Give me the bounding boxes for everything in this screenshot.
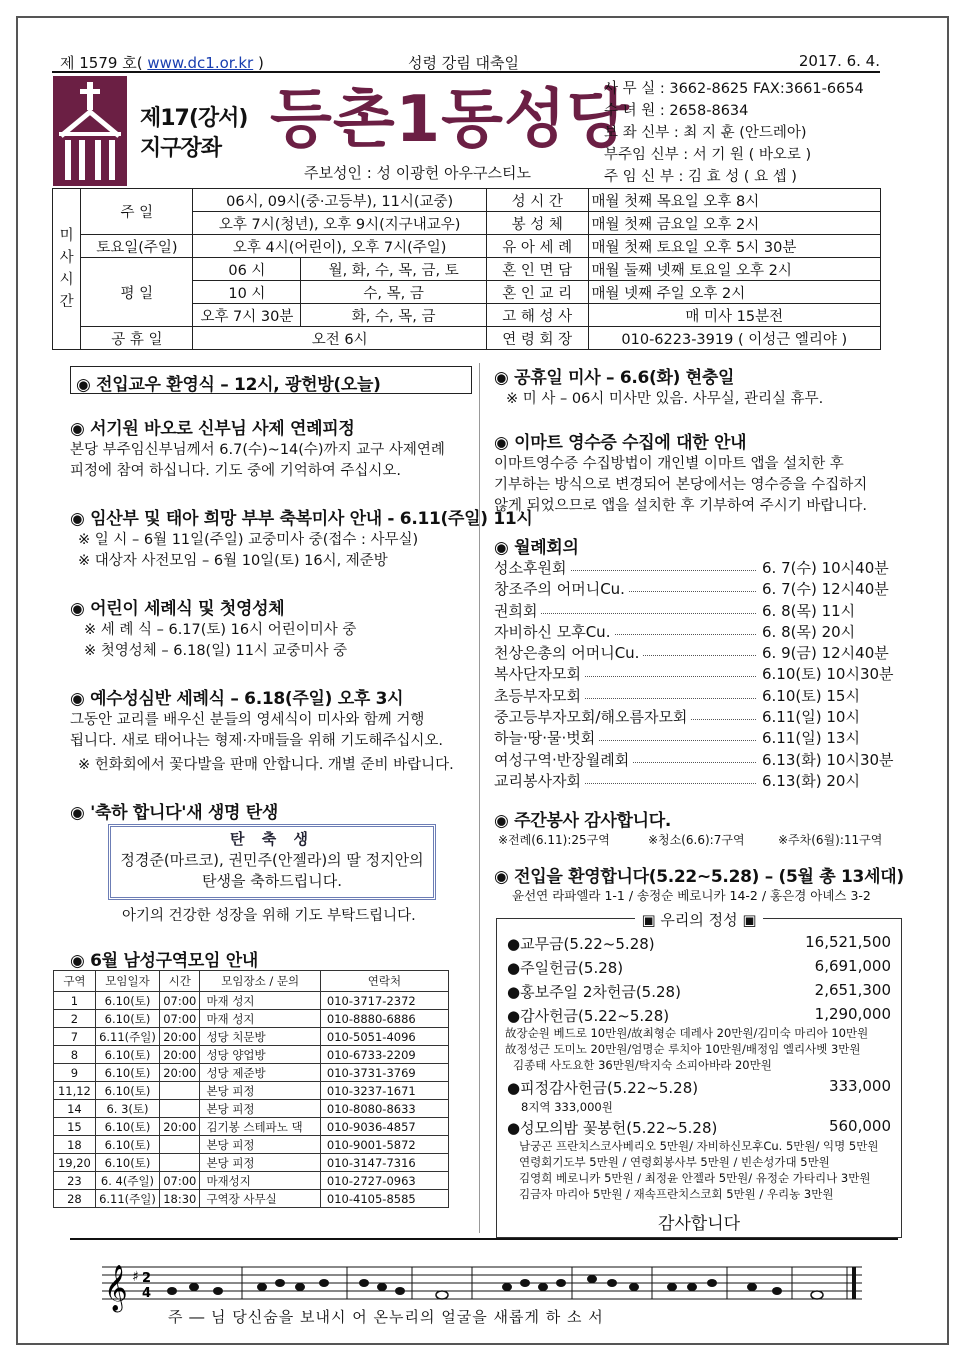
thanks-donors-2: 故정성근 도미노 20만원/엄명순 루치아 10만원/배정임 엘리사벳 3만원	[505, 1042, 861, 1056]
svg-text:2: 2	[142, 1271, 152, 1286]
heading-sacred-heart: ◉ 예수성심반 세례식 – 6.18(주일) 오후 3시	[70, 689, 404, 709]
group-cell: 18:30	[160, 1190, 200, 1208]
group-cell: 7	[54, 1028, 96, 1046]
weekday-days: 월, 화, 수, 목, 금, 토	[301, 258, 487, 281]
heading-holiday-mass: ◉ 공휴일 미사 – 6.6(화) 현충일	[494, 368, 735, 388]
group-cell: 07:00	[160, 1172, 200, 1190]
mass-schedule-table	[52, 188, 881, 350]
group-cell: 9	[54, 1064, 96, 1082]
group-cell: 6.10(토)	[95, 1136, 159, 1154]
mass-side-label: 미 사 시 간	[53, 189, 81, 350]
group-cell	[160, 1154, 200, 1172]
emart-text-1: 이마트영수증 수집방법이 개인별 이마트 앱을 설치한 후	[494, 456, 844, 472]
group-table-header: 구역	[54, 971, 96, 992]
offering-amount: 16,521,500	[805, 933, 891, 951]
list-item	[494, 558, 894, 579]
meeting-date: 6. 9(금) 12시40분	[762, 644, 889, 663]
group-cell	[160, 1100, 200, 1118]
offering-box	[496, 911, 902, 1238]
weekday-time: 오후 7시 30분	[193, 304, 301, 327]
list-item	[494, 579, 894, 600]
group-cell: 07:00	[160, 992, 200, 1010]
sunday-times-1: 06시, 09시(중·고등부), 11시(교중)	[193, 189, 486, 212]
offering-amount: 560,000	[828, 1117, 891, 1135]
thanks-donors-1: 故장순원 베드로 10만원/故최형순 데레사 20만원/김미숙 마리아 10만원	[505, 1026, 869, 1040]
service-time: 매월 첫째 토요일 오후 5시 30분	[588, 235, 880, 258]
new-members-text: 윤선연 라파엘라 1-1 / 송정순 베로니카 14-2 / 홍은경 아녜스 3-2	[512, 888, 871, 903]
group-cell: 15	[54, 1118, 96, 1136]
emart-text-3: 않게 되었으므로 앱을 설치한 후 기부하여 주시기 바랍니다.	[494, 498, 868, 514]
birth-line-2: 탄생을 축하드립니다.	[202, 872, 342, 890]
meeting-name: 중고등부자모회/해오름자모회	[494, 708, 691, 726]
saturday-times: 오후 4시(어린이), 오후 7시(주일)	[193, 235, 486, 258]
service-label: 혼 인 교 리	[486, 281, 588, 304]
group-cell: 6.10(토)	[95, 1154, 159, 1172]
offering-amount: 333,000	[828, 1077, 891, 1095]
service-label: 성 시 간	[486, 189, 588, 212]
group-cell: 010-4105-8585	[320, 1190, 448, 1208]
office-phone: 사 무 실 : 3662-8625 FAX:3661-6654	[604, 81, 864, 97]
group-cell: 20:00	[160, 1028, 200, 1046]
offering-amount: 1,290,000	[814, 1005, 891, 1023]
thanks-donors-3: 김종태 사도요한 36만원/탁지숙 소피아바라 20만원	[513, 1058, 772, 1072]
service-cleaning: ※청소(6.6):7구역	[648, 833, 745, 847]
table-row	[54, 992, 449, 1010]
meeting-name: 천상은총의 어머니Cu.	[494, 644, 643, 662]
heading-meetings: ◉ 월례회의	[494, 538, 579, 558]
group-cell: 6.11(주일)	[95, 1028, 159, 1046]
sunday-label: 주 일	[81, 189, 193, 235]
assistant-priest: 보 좌 신부 : 최 지 훈 (안드레아)	[604, 125, 807, 141]
table-row	[54, 1100, 449, 1118]
weekday-time: 06 시	[193, 258, 301, 281]
service-label: 고 해 성 사	[486, 304, 588, 327]
saturday-label: 토요일(주일)	[81, 235, 193, 258]
group-cell: 010-2727-0963	[320, 1172, 448, 1190]
svg-text:4: 4	[142, 1286, 152, 1301]
heading-baptism: ◉ 어린이 세례식 및 첫영성체	[70, 599, 285, 619]
service-label: 연 령 회 장	[486, 327, 588, 350]
flower-donors-4: 김금자 마리아 5만원 / 재속프란치스코회 5만원 / 우리농 3만원	[519, 1187, 834, 1201]
issue-date: 2017. 6. 4.	[798, 52, 880, 70]
list-item	[494, 771, 894, 792]
service-time: 매월 첫째 목요일 오후 8시	[588, 189, 880, 212]
website-link[interactable]: www.dc1.or.kr	[147, 54, 254, 72]
meeting-date: 6.13(화) 10시30분	[762, 750, 894, 769]
table-row	[54, 1154, 449, 1172]
flower-donors-1: 남궁곤 프란치스코사베리오 5만원/ 자비하신모후Cu. 5만원/ 익명 5만원	[519, 1139, 879, 1153]
table-row	[54, 1118, 449, 1136]
group-cell: 11,12	[54, 1082, 96, 1100]
meeting-name: 권희회	[494, 602, 541, 620]
issue-number: 제 1579 호( www.dc1.or.kr )	[60, 54, 264, 72]
church-name: 등촌1동성당	[270, 83, 630, 157]
district-title: 제17(강서) 지구장좌	[140, 106, 248, 161]
bottom-rule	[70, 1238, 898, 1240]
meeting-name: 복사단자모회	[494, 665, 585, 683]
list-item	[494, 707, 894, 728]
group-cell: 010-3731-3769	[320, 1064, 448, 1082]
group-cell: 8	[54, 1046, 96, 1064]
offering-title: ▣ 우리의 정성 ▣	[497, 909, 901, 930]
retreat-text-2: 피정에 참여 하십니다. 기도 중에 기억하여 주십시오.	[70, 463, 402, 479]
group-table-header: 모임일자	[95, 971, 159, 992]
meeting-date: 6. 7(수) 12시40분	[762, 580, 889, 599]
service-time: 010-6223-3919 ( 이성근 엘리야 )	[588, 327, 880, 350]
bulletin-page	[16, 16, 949, 1345]
group-cell: 07:00	[160, 1010, 200, 1028]
offering-item: ●감사헌금(5.22~5.28) 1,290,000	[507, 1005, 891, 1025]
group-cell: 6.10(토)	[95, 1010, 159, 1028]
service-time: 매월 둘째 넷째 토요일 오후 2시	[588, 258, 880, 281]
group-cell: 20:00	[160, 1064, 200, 1082]
flower-donors-3: 김영희 베로니카 5만원 / 최정윤 안젤라 5만원/ 유정순 가타리나 3만원	[519, 1171, 871, 1185]
group-cell: 010-9001-5872	[320, 1136, 448, 1154]
baptism-text-2: ※ 첫영성체 – 6.18(일) 11시 교중미사 중	[84, 643, 348, 659]
weekday-days: 수, 목, 금	[301, 281, 487, 304]
service-time: 매 미사 15분전	[588, 304, 880, 327]
group-cell: 6. 4(주일)	[95, 1172, 159, 1190]
table-row	[54, 1028, 449, 1046]
heading-weekly-service: ◉ 주간봉사 감사합니다.	[494, 811, 672, 831]
meetings-list	[494, 558, 894, 792]
meeting-name: 초등부자모회	[494, 687, 585, 705]
group-cell: 6.10(토)	[95, 1046, 159, 1064]
heading-emart: ◉ 이마트 영수증 수집에 대한 안내	[494, 433, 747, 453]
group-cell: 마재성지	[200, 1172, 320, 1190]
group-cell: 20:00	[160, 1046, 200, 1064]
baptism-text-1: ※ 세 례 식 – 6.17(토) 16시 어린이미사 중	[84, 622, 357, 638]
group-cell: 010-5051-4096	[320, 1028, 448, 1046]
retreat-text-1: 본당 부주임신부님께서 6.7(수)~14(수)까지 교구 사제연례	[70, 442, 445, 458]
weekday-days: 화, 수, 목, 금	[301, 304, 487, 327]
meeting-name: 창조주의 어머니Cu.	[494, 580, 629, 598]
group-cell: 14	[54, 1100, 96, 1118]
group-cell: 본당 피정	[200, 1136, 320, 1154]
convent-phone: 수 녀 원 : 2658-8634	[604, 103, 749, 119]
group-cell: 김기봉 스테파노 댁	[200, 1118, 320, 1136]
list-item	[494, 601, 894, 622]
group-cell: 성당 치문방	[200, 1028, 320, 1046]
heading-new-members: ◉ 전입을 환영합니다(5.22~5.28) – (5월 총 13세대)	[494, 867, 904, 887]
sacred-heart-text-2: 됩니다. 새로 태어나는 형제·자매들을 위해 기도해주십시오.	[70, 733, 444, 749]
associate-priest: 부주임 신부 : 서 기 원 ( 바오로 )	[604, 147, 812, 163]
meeting-date: 6.10(토) 15시	[762, 686, 860, 705]
sunday-times-2: 오후 7시(청년), 오후 9시(지구내교우)	[193, 212, 486, 235]
group-cell: 010-3717-2372	[320, 992, 448, 1010]
meeting-name: 여성구역·반장월례회	[494, 751, 633, 769]
group-cell: 본당 피정	[200, 1154, 320, 1172]
group-cell	[160, 1136, 200, 1154]
meeting-name: 교리봉사자회	[494, 772, 585, 790]
blessing-text-1: ※ 일 시 – 6월 11일(주일) 교중미사 중(접수 : 사무실)	[78, 532, 419, 548]
svg-text:𝄞: 𝄞	[104, 1265, 128, 1311]
table-row	[54, 1010, 449, 1028]
table-row	[54, 1190, 449, 1208]
meeting-date: 6.11(일) 13시	[762, 729, 860, 748]
heading-retreat: ◉ 서기원 바오로 신부님 사제 연례피정	[70, 419, 355, 439]
heading-men-groups: ◉ 6월 남성구역모임 안내	[70, 951, 259, 971]
sacred-heart-text-3: ※ 헌화회에서 꽃다발을 판매 안합니다. 개별 준비 바랍니다.	[78, 757, 454, 773]
group-cell: 6.10(토)	[95, 1082, 159, 1100]
weekday-time: 10 시	[193, 281, 301, 304]
service-parking: ※주차(6월):11구역	[778, 833, 883, 847]
group-cell: 6. 3(토)	[95, 1100, 159, 1118]
service-label: 유 아 세 례	[486, 235, 588, 258]
meeting-date: 6.10(토) 10시30분	[762, 665, 894, 684]
group-cell: 20:00	[160, 1118, 200, 1136]
table-row	[54, 1064, 449, 1082]
group-cell: 010-8080-8633	[320, 1100, 448, 1118]
table-row	[54, 1082, 449, 1100]
contact-info	[604, 78, 864, 188]
birth-line-1: 정경준(마르코), 권민주(안젤라)의 딸 정지안의	[120, 851, 424, 869]
meeting-date: 6. 7(수) 10시40분	[762, 559, 889, 577]
emart-text-2: 기부하는 방식으로 변경되어 본당에서는 영수증을 수집하지	[494, 477, 868, 493]
patron-saint: 주보성인 : 성 이광헌 아우구스티노	[304, 164, 531, 182]
closing-thanks: 감사합니다	[657, 1214, 741, 1234]
group-cell	[160, 1082, 200, 1100]
group-cell: 마재 성지	[200, 992, 320, 1010]
service-time: 매월 첫째 금요일 오후 2시	[588, 212, 880, 235]
men-groups-table	[53, 970, 449, 1208]
list-item	[494, 622, 894, 643]
group-cell: 1	[54, 992, 96, 1010]
group-cell: 본당 피정	[200, 1082, 320, 1100]
service-label: 봉 성 체	[486, 212, 588, 235]
group-table-header: 연락처	[320, 971, 448, 992]
church-logo	[53, 76, 127, 186]
group-cell: 구역장 사무실	[200, 1190, 320, 1208]
pastor: 주 임 신 부 : 김 효 성 ( 요 셉 )	[604, 169, 797, 185]
group-cell: 010-8880-6886	[320, 1010, 448, 1028]
retreat-donors: 8지역 333,000원	[521, 1100, 613, 1114]
meeting-date: 6.11(일) 10시	[762, 708, 860, 727]
birth-title: 탄 축 생	[230, 830, 314, 848]
group-cell: 마재 성지	[200, 1010, 320, 1028]
sacred-heart-text-1: 그동안 교리를 배우신 분들의 영세식이 미사와 함께 거행	[70, 712, 425, 728]
meeting-date: 6. 8(목) 20시	[762, 622, 856, 641]
flower-donors-2: 연령회기도부 5만원 / 연령회봉사부 5만원 / 빈손성가대 5만원	[519, 1155, 830, 1169]
group-table-header: 시간	[160, 971, 200, 992]
group-cell: 010-6733-2209	[320, 1046, 448, 1064]
list-item	[494, 686, 894, 707]
meeting-date: 6.13(화) 20시	[762, 771, 860, 790]
list-item	[494, 750, 894, 771]
group-cell: 6.11(주일)	[95, 1190, 159, 1208]
meeting-name: 하늘·땅·물·벗회	[494, 729, 599, 747]
feast-title: 성령 강림 대축일	[408, 54, 519, 72]
group-cell: 28	[54, 1190, 96, 1208]
svg-text:♯: ♯	[132, 1269, 139, 1285]
service-label: 혼 인 면 담	[486, 258, 588, 281]
offering-item: ●교무금(5.22~5.28) 16,521,500	[507, 933, 891, 953]
holiday-mass-text: ※ 미 사 – 06시 미사만 있음. 사무실, 관리실 휴무.	[506, 391, 824, 407]
offering-item: ●홍보주일 2차헌금(5.28) 2,651,300	[507, 981, 891, 1001]
group-cell: 본당 피정	[200, 1100, 320, 1118]
group-cell: 성당 제준방	[200, 1064, 320, 1082]
table-row	[54, 1136, 449, 1154]
meeting-name: 성소후원회	[494, 559, 570, 577]
offering-item: ●주일헌금(5.28) 6,691,000	[507, 957, 891, 977]
group-cell: 010-3147-7316	[320, 1154, 448, 1172]
table-row	[54, 1172, 449, 1190]
group-cell: 18	[54, 1136, 96, 1154]
heading-blessing-mass: ◉ 임산부 및 태아 희망 부부 축복미사 안내 - 6.11(주일) 11시	[70, 509, 533, 529]
list-item	[494, 664, 894, 685]
group-cell: 2	[54, 1010, 96, 1028]
heading-welcome: ◉ 전입교우 환영식 – 12시, 광헌방(오늘)	[76, 375, 381, 395]
service-time: 매월 넷째 주일 오후 2시	[588, 281, 880, 304]
meeting-name: 자비하신 모후Cu.	[494, 623, 614, 641]
group-table-header: 모임장소 / 문의	[200, 971, 320, 992]
offering-item: ●피정감사헌금(5.22~5.28) 333,000	[507, 1077, 891, 1097]
column-divider	[479, 363, 480, 1233]
holiday-time: 오전 6시	[193, 327, 486, 350]
offering-item: ●성모의밤 꽃봉헌(5.22~5.28) 560,000	[507, 1117, 891, 1137]
service-liturgy: ※전례(6.11):25구역	[498, 833, 610, 847]
list-item	[494, 643, 894, 664]
group-cell: 010-9036-4857	[320, 1118, 448, 1136]
holiday-label: 공 휴 일	[81, 327, 193, 350]
meeting-date: 6. 8(목) 11시	[762, 601, 856, 620]
birth-announcement	[108, 824, 436, 900]
top-rule	[52, 71, 880, 73]
offering-amount: 6,691,000	[814, 957, 891, 975]
birth-line-3: 아기의 건강한 성장을 위해 기도 부탁드립니다.	[122, 908, 416, 924]
group-cell: 6.10(토)	[95, 1064, 159, 1082]
heading-new-life: ◉ '축하 합니다'새 생명 탄생	[70, 803, 279, 823]
group-cell: 성당 양업방	[200, 1046, 320, 1064]
group-cell: 6.10(토)	[95, 992, 159, 1010]
offering-amount: 2,651,300	[814, 981, 891, 999]
group-cell: 010-3237-1671	[320, 1082, 448, 1100]
group-cell: 19,20	[54, 1154, 96, 1172]
blessing-text-2: ※ 대상자 사전모임 – 6월 10일(토) 16시, 제준방	[78, 553, 388, 569]
table-row	[54, 1046, 449, 1064]
group-cell: 23	[54, 1172, 96, 1190]
hymn-lyrics: 주 ― 님 당신숨을 보내시 어 온누리의 얼굴을 새롭게 하 소 서	[168, 1308, 604, 1326]
group-cell: 6.10(토)	[95, 1118, 159, 1136]
weekday-label: 평 일	[81, 258, 193, 327]
list-item	[494, 728, 894, 749]
